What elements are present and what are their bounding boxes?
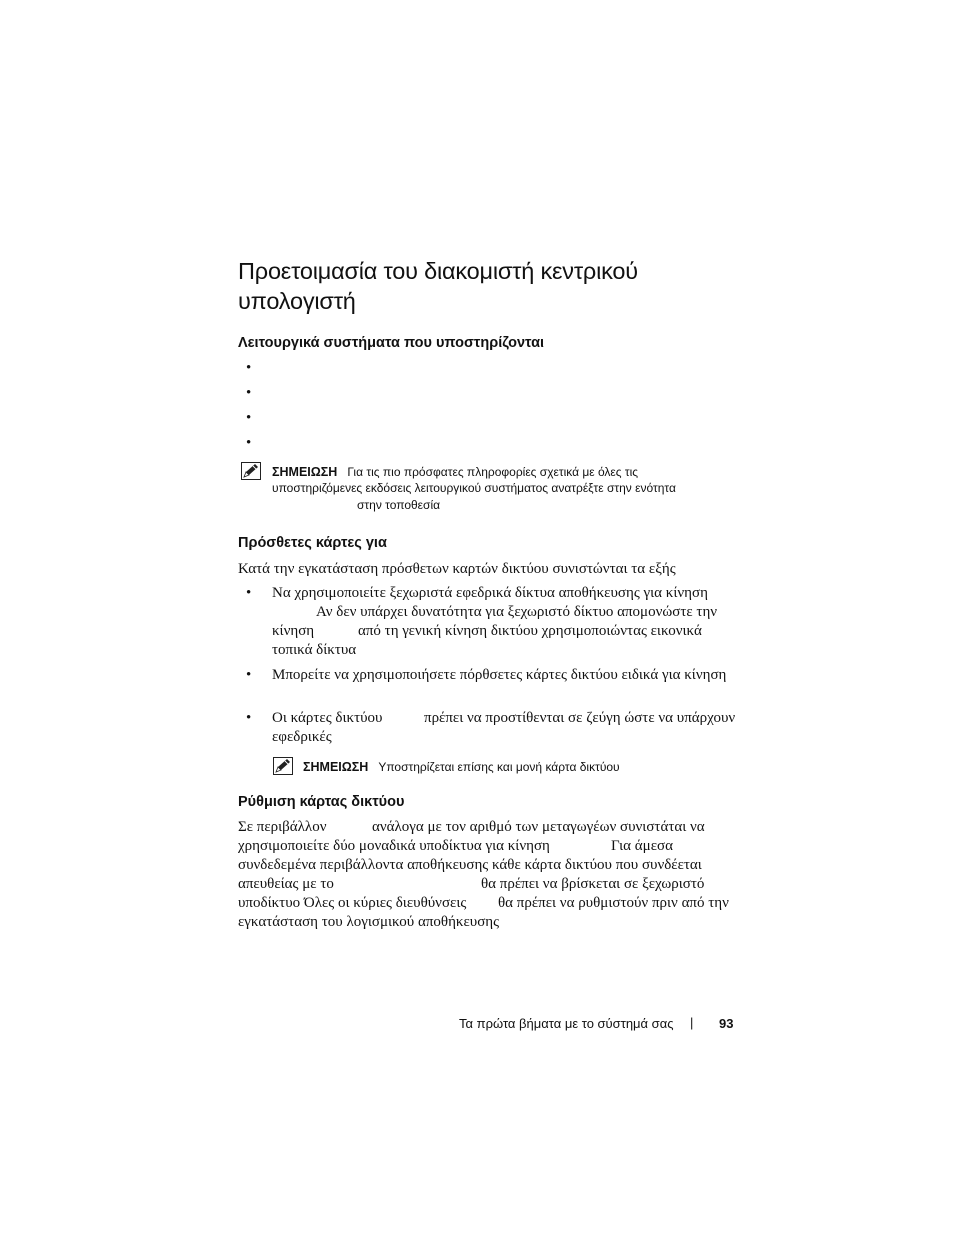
bullet2-line1: Μπορείτε να χρησιμοποιήσετε πόρθσετες κάρτες δικτύου ειδικά για κίνηση bbox=[272, 667, 727, 683]
para-line6: εγκατάσταση του λογισμικού αποθήκευσης bbox=[238, 914, 500, 930]
note-text-line1: Για τις πιο πρόσφατες πληροφορίες σχετικά με όλες τις bbox=[347, 465, 639, 479]
note-os bbox=[272, 463, 638, 481]
para-line2b: Για άμεσα bbox=[611, 838, 673, 854]
para-line4a: απευθείας με το bbox=[238, 876, 334, 892]
bullet1-line1: Να χρησιμοποιείτε ξεχωριστά εφεδρικά δίκτυα αποθήκευσης για κίνηση bbox=[272, 585, 708, 601]
note-text: Υποστηρίζεται επίσης και μονή κάρτα δικτύου bbox=[378, 760, 620, 774]
note-text-line3: στην τοποθεσία bbox=[357, 498, 441, 512]
bullet3-line2: εφεδρικές bbox=[272, 729, 332, 745]
bullet1-line2: Αν δεν υπάρχει δυνατότητα για ξεχωριστό δίκτυο απομονώστε την bbox=[316, 604, 718, 620]
bullet1-line3a: κίνηση bbox=[272, 623, 315, 639]
note-label: ΣΗΜΕΙΩΣΗ bbox=[303, 760, 369, 774]
para-line2a: χρησιμοποιείτε δύο μοναδικά υποδίκτυα για κίνηση bbox=[238, 838, 550, 854]
page-title bbox=[238, 256, 638, 316]
note-label: ΣΗΜΕΙΩΣΗ bbox=[272, 465, 338, 479]
note-pencil-icon bbox=[241, 462, 261, 480]
bullet1-line3b: από τη γενική κίνηση δικτύου χρησιμοποιώντας εικονικά bbox=[358, 623, 702, 639]
footer-chapter-title: Τα πρώτα βήματα με το σύστημά σας bbox=[459, 1016, 674, 1031]
para-line1b: ανάλογα με τον αριθμό των μεταγωγέων συνιστάται να bbox=[372, 819, 705, 835]
note-text-line2: υποστηριζόμενες εκδόσεις λειτουργικού συστήματος ανατρέξτε στην ενότητα bbox=[272, 481, 676, 495]
bullet-marker: • bbox=[246, 585, 252, 601]
para-line5b: θα πρέπει να ρυθμιστούν πριν από την bbox=[498, 895, 729, 911]
para-line3: συνδεδεμένα περιβάλλοντα αποθήκευσης κάθε κάρτα δικτύου που συνδέεται bbox=[238, 857, 702, 873]
section-heading-supported-os: Λειτουργικά συστήματα που υποστηρίζονται bbox=[238, 335, 545, 351]
bullet-marker: • bbox=[246, 710, 252, 726]
page-number: 93 bbox=[719, 1016, 734, 1031]
para-line1a: Σε περιβάλλον bbox=[238, 819, 327, 835]
bullet3-line1a: Οι κάρτες δικτύου bbox=[272, 710, 383, 726]
bullet-marker: • bbox=[246, 410, 252, 426]
section-heading-nic-config: Ρύθμιση κάρτας δικτύου bbox=[238, 794, 405, 810]
bullet3-line1b: πρέπει να προστίθενται σε ζεύγη ώστε να υπάρχουν bbox=[424, 710, 736, 726]
note-single-nic bbox=[303, 758, 620, 776]
bullet-marker: • bbox=[246, 385, 252, 401]
bullet-marker: • bbox=[246, 360, 252, 376]
page-title-line1: Προετοιμασία του διακομιστή κεντρικού bbox=[238, 258, 638, 284]
bullet-marker: • bbox=[246, 435, 252, 451]
note-pencil-icon bbox=[273, 757, 293, 775]
section2-intro: Κατά την εγκατάσταση πρόσθετων καρτών δικτύου συνιστώνται τα εξής bbox=[238, 561, 676, 577]
bullet-marker: • bbox=[246, 667, 252, 683]
bullet1-line4: τοπικά δίκτυα bbox=[272, 642, 357, 658]
page-title-line2: υπολογιστή bbox=[238, 288, 356, 314]
para-line5a: υποδίκτυο Όλες οι κύριες διευθύνσεις bbox=[238, 895, 467, 911]
para-line4b: θα πρέπει να βρίσκεται σε ξεχωριστό bbox=[481, 876, 705, 892]
footer-separator: | bbox=[690, 1015, 694, 1030]
section-heading-additional-nics: Πρόσθετες κάρτες για bbox=[238, 535, 387, 551]
